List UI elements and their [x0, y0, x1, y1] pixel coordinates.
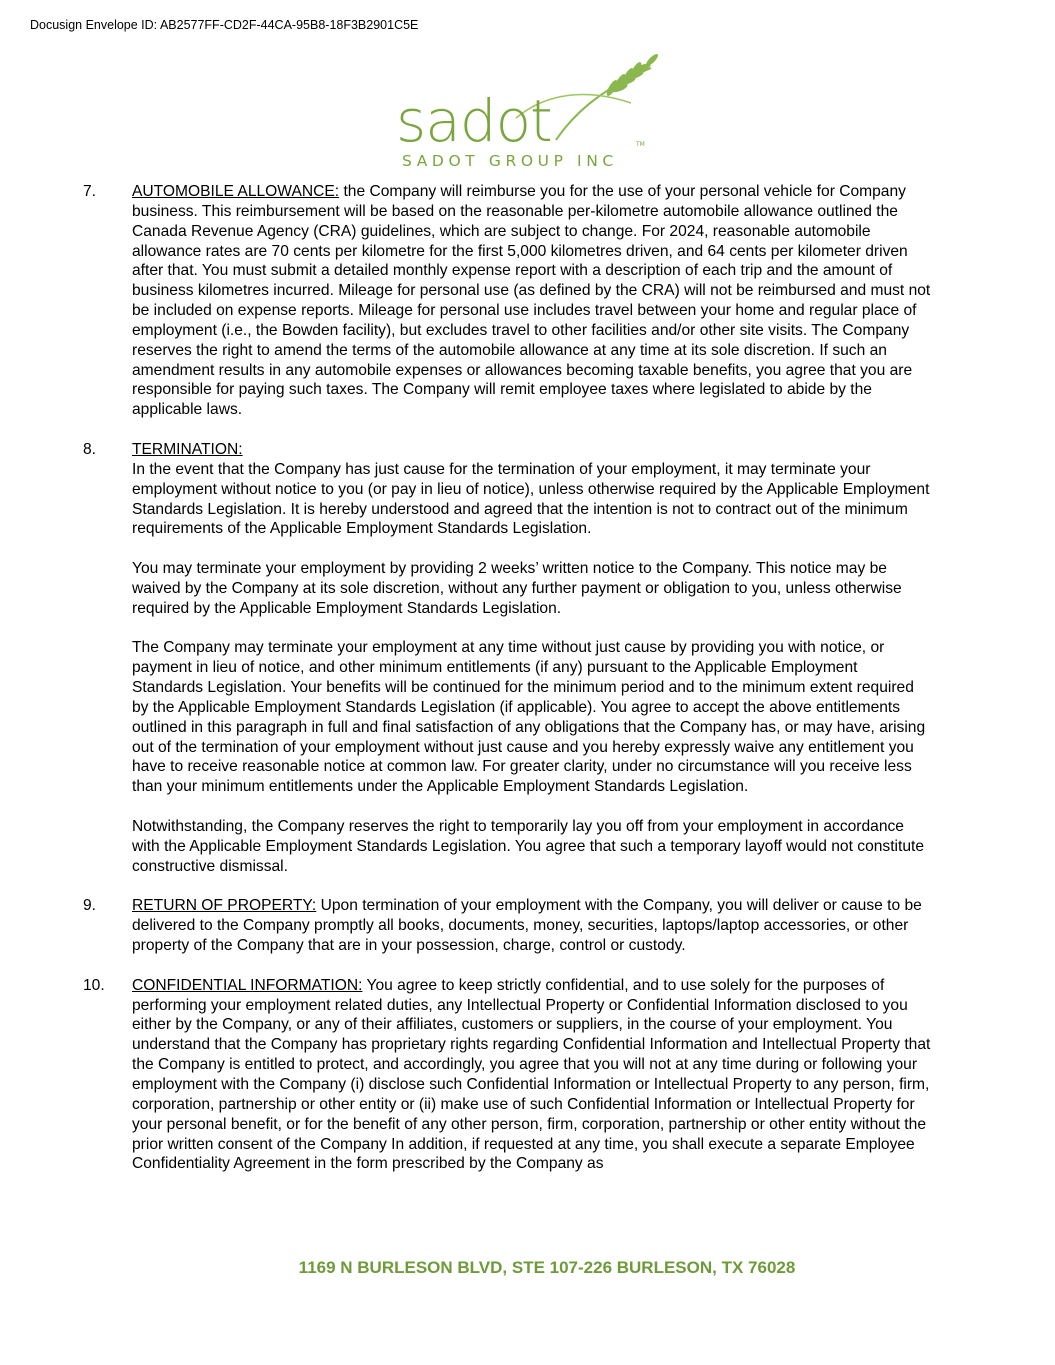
- svg-text:sadot: sadot: [396, 87, 552, 155]
- envelope-id: Docusign Envelope ID: AB2577FF-CD2F-44CA-95B8-18F3B2901C5E: [30, 18, 419, 32]
- section-heading: AUTOMOBILE ALLOWANCE:: [132, 183, 340, 200]
- document-body: [83, 182, 935, 1194]
- company-logo: [396, 48, 666, 173]
- svg-text:SADOT GROUP INC: SADOT GROUP INC: [402, 152, 618, 170]
- section-number: 8.: [83, 440, 97, 458]
- termination-paragraph-4: Notwithstanding, the Company reserves the right to temporarily lay you off from your employment in accordance with the Applicable Employment Standards Legislation. You agree that such a temporary layoff would not constitute constructive dismissal.: [132, 818, 925, 875]
- section-return-of-property: [83, 896, 935, 956]
- section-number: 9.: [83, 897, 97, 915]
- svg-text:TM: TM: [636, 141, 645, 148]
- termination-paragraph-2: You may terminate your employment by providing 2 weeks’ written notice to the Company. This notice may be waived by the Company at its sole discretion, without any further payment or obligation to you, unless otherwise required by the Applicable Employment Standards Legislation.: [132, 560, 902, 617]
- section-confidential-information: [83, 976, 935, 1174]
- section-number: 10.: [83, 976, 105, 994]
- section-text: Upon termination of your employment with the Company, you will deliver or cause to be delivered to the Company promptly all books, documents, money, securities, laptops/laptop accessories, or other property of the Company that are in your possession, charge, control or custody.: [132, 897, 922, 955]
- section-heading: CONFIDENTIAL INFORMATION:: [132, 976, 363, 994]
- section-termination: [83, 440, 935, 877]
- wheat-logo-icon: [396, 48, 666, 173]
- section-automobile-allowance: [83, 182, 935, 420]
- termination-paragraph-3: The Company may terminate your employment at any time without just cause by providing you with notice, or payment in lieu of notice, and other minimum entitlements (if any) pursuant to the Applicable Employment Standards Legislation. Your benefits will be continued for the minimum period and to the minimum extent required by the Applicable Employment Standards Legislation (if applicable). You agree to accept the above entitlements outlined in this paragraph in full and final satisfaction of any obligations that the Company has, or may have, arising out of the termination of your employment without just cause and you hereby expressly waive any entitlement you have to receive reasonable notice at common law. For greater clarity, under no circumstance will you receive less than your minimum entitlements under the Applicable Employment Standards Legislation.: [132, 639, 926, 796]
- termination-paragraph-1: In the event that the Company has just cause for the termination of your employment, it may terminate your employment without notice to you (or pay in lieu of notice), unless otherwise required by the Applicable Employment Standards Legislation. It is hereby understood and agreed that the intention is not to contract out of the minimum requirements of the Applicable Employment Standards Legislation.: [132, 460, 930, 538]
- section-number: 7.: [83, 183, 97, 200]
- section-text: You agree to keep strictly confidential, and to use solely for the purposes of performing your employment related duties, any Intellectual Property or Confidential Information disclosed to you either by the Company, or any of their affiliates, customers or suppliers, in the course of your employment. You understand that the Company has proprietary rights regarding Confidential Information and Intellectual Property that the Company is entitled to protect, and accordingly, you agree that you will not at any time during or following your employment with the Company (i) disclose such Confidential Information or Intellectual Property to any person, firm, corporation, partnership or other entity or (ii) make use of such Confidential Information or Intellectual Property for your personal benefit, or for the benefit of any other person, firm, corporation, partnership or other entity without the prior written consent of the Company In addition, if requested at any time, you shall execute a separate Employee Confidentiality Agreement in the form prescribed by the Company as: [132, 976, 931, 1173]
- footer-address: 1169 N BURLESON BLVD, STE 107-226 BURLESON, TX 76028: [298, 1258, 796, 1277]
- section-heading: RETURN OF PROPERTY:: [132, 897, 317, 915]
- section-heading: TERMINATION:: [132, 440, 243, 458]
- section-text: the Company will reimburse you for the use of your personal vehicle for Company business. This reimbursement will be based on the reasonable per-kilometre automobile allowance outlined the Canada Revenue Agency (CRA) guidelines, which are subject to change. For 2024, reasonable automobile allowance rates are 70 cents per kilometre for the first 5,000 kilometres driven, and 64 cents per kilometer driven after that. You must submit a detailed monthly expense report with a description of each trip and the amount of business kilometres incurred. Mileage for personal use (as defined by the CRA) will not be reimbursed and must not be included on expense reports. Mileage for personal use includes travel between your home and regular place of employment (i.e., the Bowden facility), but excludes travel to other facilities and/or other site visits. The Company reserves the right to amend the terms of the automobile allowance at any time at its sole discretion. If such an amendment results in any automobile expenses or allowances becoming taxable benefits, you agree that you are responsible for paying such taxes. The Company will remit employee taxes where legislated to abide by the applicable laws.: [132, 183, 931, 419]
